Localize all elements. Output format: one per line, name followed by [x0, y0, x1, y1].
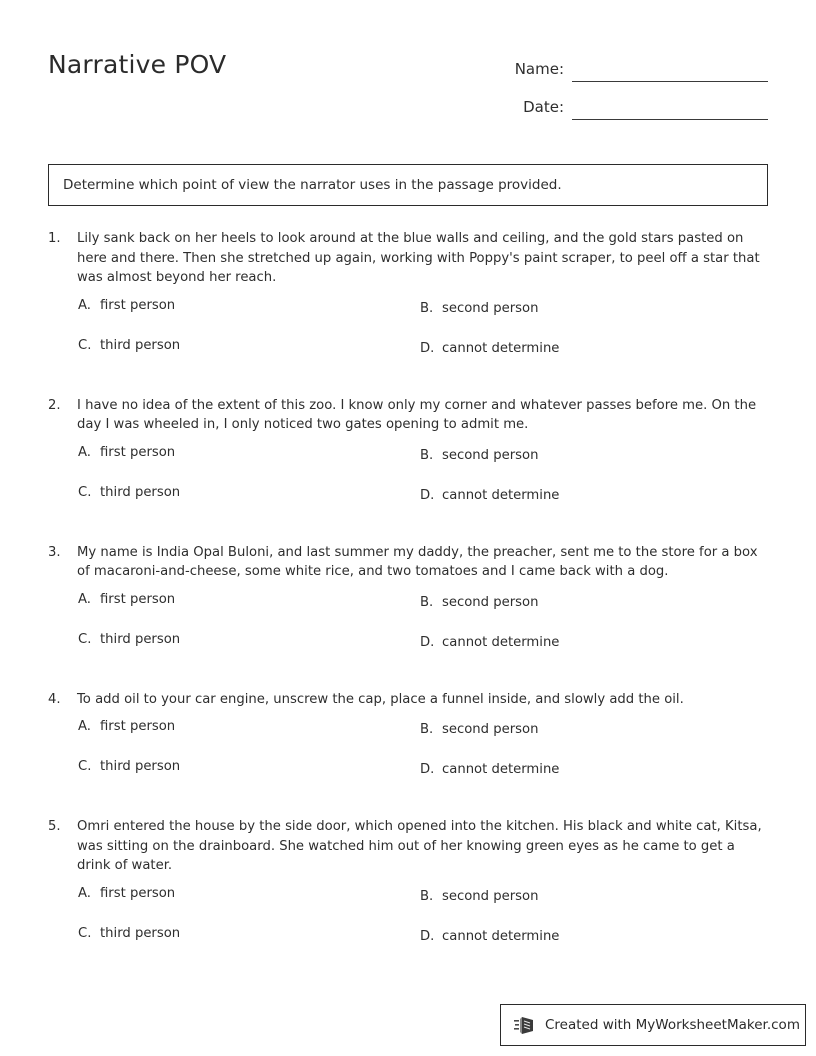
option-b-label: second person	[442, 300, 539, 316]
instruction-box: Determine which point of view the narrator uses in the passage provided.	[48, 164, 768, 206]
answer-options	[78, 297, 768, 377]
date-input[interactable]	[572, 99, 768, 120]
option-b-label: second person	[442, 888, 539, 904]
option-c[interactable]	[78, 758, 420, 776]
option-row-cd	[78, 925, 768, 965]
option-a-label: first person	[100, 444, 176, 460]
date-field-row	[458, 82, 768, 120]
option-b[interactable]	[420, 885, 768, 906]
option-row-ab	[78, 885, 768, 925]
option-d[interactable]	[420, 631, 768, 652]
student-fields	[458, 44, 768, 120]
option-row-cd	[78, 337, 768, 377]
option-b[interactable]	[420, 297, 768, 318]
option-b[interactable]	[420, 444, 768, 465]
question-item	[48, 229, 768, 377]
option-b-label: second person	[442, 722, 539, 737]
question-item	[48, 690, 768, 799]
option-a-letter: A.	[78, 719, 91, 734]
option-c-letter: C.	[78, 337, 92, 353]
answer-options	[78, 444, 768, 524]
option-a[interactable]	[78, 444, 420, 462]
option-c[interactable]	[78, 925, 420, 943]
option-c-label: third person	[100, 759, 181, 774]
option-a[interactable]	[78, 591, 420, 609]
option-c-letter: C.	[78, 759, 92, 774]
badge-label: Created with MyWorksheetMaker.com	[545, 1017, 800, 1033]
option-d-letter: D.	[420, 634, 435, 650]
option-b-label: second person	[442, 447, 539, 463]
name-label: Name:	[514, 60, 564, 78]
questions-list	[48, 229, 768, 984]
option-c-label: third person	[100, 631, 181, 647]
option-a-letter: A.	[78, 444, 91, 460]
question-text: I have no idea of the extent of this zoo. I know only my corner and whatever passes before me. On the day I was wheeled in, I only noticed two gates opening to admit me.	[77, 397, 757, 432]
option-a-label: first person	[100, 719, 176, 734]
worksheet-maker-logo-icon	[513, 1013, 539, 1037]
question-header	[48, 690, 768, 710]
option-c-letter: C.	[78, 925, 92, 941]
option-d[interactable]	[420, 337, 768, 358]
created-with-badge[interactable]	[500, 1004, 806, 1046]
option-c-letter: C.	[78, 631, 92, 647]
option-d-label: cannot determine	[442, 634, 560, 650]
answer-options	[78, 718, 768, 798]
question-text: To add oil to your car engine, unscrew the cap, place a funnel inside, and slowly add the oil.	[77, 691, 684, 707]
question-number: 4.	[48, 691, 61, 707]
option-b-letter: B.	[420, 447, 434, 463]
option-c-label: third person	[100, 337, 181, 353]
answer-options	[78, 591, 768, 671]
option-a-label: first person	[100, 885, 176, 901]
option-a[interactable]	[78, 297, 420, 315]
option-b[interactable]	[420, 718, 768, 739]
option-a[interactable]	[78, 885, 420, 903]
option-row-cd	[78, 758, 768, 798]
option-c[interactable]	[78, 337, 420, 355]
option-b-letter: B.	[420, 722, 434, 737]
option-d[interactable]	[420, 925, 768, 946]
option-row-ab	[78, 718, 768, 758]
option-d-label: cannot determine	[442, 762, 560, 777]
option-row-ab	[78, 591, 768, 631]
option-c[interactable]	[78, 631, 420, 649]
question-item	[48, 543, 768, 671]
question-number: 3.	[48, 544, 61, 560]
option-a[interactable]	[78, 718, 420, 736]
question-header	[48, 229, 768, 288]
question-item	[48, 396, 768, 524]
option-d[interactable]	[420, 758, 768, 779]
option-row-ab	[78, 297, 768, 337]
name-input[interactable]	[572, 61, 768, 82]
question-text: Lily sank back on her heels to look around at the blue walls and ceiling, and the gold stars pasted on here and there. Then she stretched up again, working with Poppy's paint scraper, to peel off a star that was almost beyond her reach.	[77, 231, 760, 285]
option-a-label: first person	[100, 591, 176, 607]
option-d-letter: D.	[420, 928, 435, 944]
option-b[interactable]	[420, 591, 768, 612]
option-a-letter: A.	[78, 591, 91, 607]
option-c[interactable]	[78, 484, 420, 502]
option-d-label: cannot determine	[442, 928, 560, 944]
option-b-label: second person	[442, 594, 539, 610]
question-text: My name is India Opal Buloni, and last summer my daddy, the preacher, sent me to the store for a box of macaroni-and-cheese, some white rice, and two tomatoes and I came back with a dog.	[77, 544, 758, 579]
question-header	[48, 543, 768, 582]
answer-options	[78, 885, 768, 965]
option-c-label: third person	[100, 925, 181, 941]
option-d-letter: D.	[420, 340, 435, 356]
option-row-ab	[78, 444, 768, 484]
option-a-letter: A.	[78, 297, 91, 313]
option-b-letter: B.	[420, 888, 434, 904]
option-a-letter: A.	[78, 885, 91, 901]
option-d-label: cannot determine	[442, 487, 560, 503]
page-title: Narrative POV	[48, 50, 227, 79]
option-d-label: cannot determine	[442, 340, 560, 356]
option-b-letter: B.	[420, 594, 434, 610]
option-a-label: first person	[100, 297, 176, 313]
question-text: Omri entered the house by the side door, which opened into the kitchen. His black and white cat, Kitsa, was sitting on the drainboard. She watched him out of her knowing green eyes as he came to get a drink of water.	[77, 819, 762, 873]
option-d-letter: D.	[420, 762, 435, 777]
question-number: 1.	[48, 231, 61, 246]
question-header	[48, 396, 768, 435]
question-header	[48, 817, 768, 876]
question-item	[48, 817, 768, 965]
option-c-letter: C.	[78, 484, 92, 500]
option-d-letter: D.	[420, 487, 435, 503]
worksheet-header	[48, 44, 768, 124]
name-field-row	[458, 44, 768, 82]
option-row-cd	[78, 631, 768, 671]
question-number: 2.	[48, 397, 61, 413]
option-row-cd	[78, 484, 768, 524]
question-number: 5.	[48, 819, 61, 834]
option-c-label: third person	[100, 484, 181, 500]
option-b-letter: B.	[420, 300, 434, 316]
option-d[interactable]	[420, 484, 768, 505]
date-label: Date:	[523, 98, 564, 116]
